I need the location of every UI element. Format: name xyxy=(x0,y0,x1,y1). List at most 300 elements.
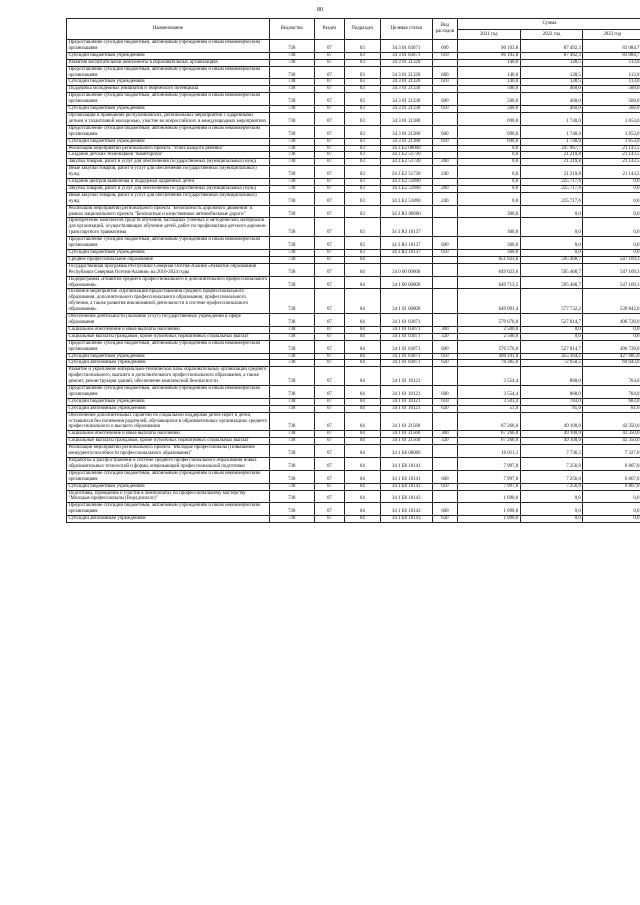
row-subsection: 04 xyxy=(345,326,381,333)
header-ministry: Ведомство xyxy=(269,19,314,40)
budget-table xyxy=(66,18,640,523)
row-sum-2022: 0,0 xyxy=(520,516,583,523)
row-sum-2022: 87 492,3 xyxy=(520,40,583,53)
row-target-article: 34 1 01 10121 xyxy=(380,367,432,386)
row-name: Реализация мероприятий регионального проекта "Безопасность дорожного движения" в рамках национального проекта "Безопасные и качественные автомобильные дороги" xyxy=(67,205,270,218)
row-sum-2021: 67 266,0 xyxy=(457,438,520,445)
row-section: 07 xyxy=(314,179,344,186)
row-target-article: 34 3 E2 51890 xyxy=(380,192,432,205)
row-ministry: 738 xyxy=(269,218,314,237)
row-section: 07 xyxy=(314,445,344,458)
row-name: Создание центров выявления и поддержки одаренных детей xyxy=(67,179,270,186)
row-subsection: 03 xyxy=(345,112,381,125)
row-subsection: 04 xyxy=(345,438,381,445)
table-row xyxy=(67,86,640,93)
row-sum-2023: 69 043,0 xyxy=(583,360,640,367)
table-row xyxy=(67,438,640,445)
row-sum-2022: 128,5 xyxy=(520,79,583,86)
row-target-article: 34 3 E2 51730 xyxy=(380,159,432,166)
table-row xyxy=(67,516,640,523)
row-name: Развитие воспитательной компоненты в образовательных организациях xyxy=(67,59,270,66)
row-target-article: 34 1 01 03071 xyxy=(380,333,432,340)
row-subsection: 03 xyxy=(345,250,381,257)
row-sum-2022: 128,5 xyxy=(520,66,583,79)
header-sum: Сумма xyxy=(457,19,640,30)
row-ministry: 738 xyxy=(269,145,314,152)
row-subsection: 04 xyxy=(345,483,381,490)
row-sum-2022: 225 717,6 xyxy=(520,179,583,186)
row-target-article: 34 3 01 21330 xyxy=(380,86,432,93)
row-expense-type: 240 xyxy=(432,166,457,179)
row-target-article: 34 1 01 03071 xyxy=(380,353,432,360)
row-subsection: 03 xyxy=(345,66,381,79)
row-ministry: 738 xyxy=(269,431,314,438)
table-row xyxy=(67,314,640,327)
row-section: 07 xyxy=(314,470,344,483)
row-section: 07 xyxy=(314,367,344,386)
row-target-article: 34 1 00 00000 xyxy=(380,276,432,289)
row-section: 07 xyxy=(314,438,344,445)
row-name: Государственная программа Республики Северная Осетия-Алания «Развитие образования Республики Северная Осетия-Алания» на 2016-2024 годы xyxy=(67,263,270,276)
row-target-article: 34 1 01 21560 xyxy=(380,431,432,438)
row-subsection: 04 xyxy=(345,340,381,353)
row-name: Подготовка, проведение и участие в чемпионатах по профессиональному мастерству "Молодые профессионалы (Ворлдскиллс)" xyxy=(67,490,270,503)
row-name: Субсидии бюджетным учреждениям xyxy=(67,79,270,86)
row-section: 07 xyxy=(314,412,344,431)
row-sum-2023: 83 084,7 xyxy=(583,52,640,59)
row-subsection: 03 xyxy=(345,52,381,59)
row-sum-2023: 0,0 xyxy=(583,326,640,333)
row-ministry: 738 xyxy=(269,326,314,333)
row-target-article: 34 1 01 03071 xyxy=(380,340,432,353)
row-sum-2022: 247 067,7 xyxy=(520,145,583,152)
row-ministry: 738 xyxy=(269,340,314,353)
row-expense-type: 610 xyxy=(432,483,457,490)
row-sum-2021: 690,0 xyxy=(457,125,520,138)
row-target-article: 34 0 00 00000 xyxy=(380,263,432,276)
row-ministry: 738 xyxy=(269,412,314,431)
row-sum-2023: 427 685,0 xyxy=(583,353,640,360)
row-sum-2022: 868,0 xyxy=(520,367,583,386)
table-row xyxy=(67,333,640,340)
row-sum-2022: 1 740,0 xyxy=(520,112,583,125)
table-row xyxy=(67,360,640,367)
table-row xyxy=(67,93,640,106)
table-row xyxy=(67,470,640,483)
table-row xyxy=(67,185,640,192)
row-sum-2023: 0,0 xyxy=(583,503,640,516)
row-section: 07 xyxy=(314,93,344,106)
row-subsection: 04 xyxy=(345,360,381,367)
row-target-article: 34 3 01 21320 xyxy=(380,66,432,79)
row-sum-2021: 651 023,6 xyxy=(457,256,520,263)
row-target-article: 34 1 01 21560 xyxy=(380,412,432,431)
row-expense-type: 320 xyxy=(432,333,457,340)
row-sum-2023: 0,0 xyxy=(583,237,640,250)
row-sum-2021: 0,0 xyxy=(457,159,520,166)
row-sum-2021: 649 023,6 xyxy=(457,263,520,276)
row-target-article: 34 3 E2 51890 xyxy=(380,179,432,186)
row-sum-2021: 3 554,4 xyxy=(457,367,520,386)
row-name: Предоставление субсидий бюджетным, автономным учреждениям и иным некоммерческим организациям xyxy=(67,237,270,250)
row-subsection: 03 xyxy=(345,218,381,237)
row-target-article: 34 3 R3 10137 xyxy=(380,250,432,257)
header-name: Наименование xyxy=(67,19,270,40)
row-sum-2023: 6 867,0 xyxy=(583,458,640,471)
row-section: 07 xyxy=(314,333,344,340)
row-expense-type: 320 xyxy=(432,438,457,445)
row-sum-2021: 67 266,0 xyxy=(457,431,520,438)
row-sum-2021: 3 503,4 xyxy=(457,398,520,405)
row-target-article: 34 1 E6 10143 xyxy=(380,490,432,503)
row-expense-type: 600 xyxy=(432,93,457,106)
row-name: Поддержка молодежных инициатив и творческого потенциала xyxy=(67,86,270,93)
row-sum-2022: 72 650,5 xyxy=(520,360,583,367)
row-subsection: 03 xyxy=(345,40,381,53)
row-expense-type xyxy=(432,179,457,186)
row-ministry: 738 xyxy=(269,470,314,483)
table-row xyxy=(67,483,640,490)
row-subsection: 04 xyxy=(345,367,381,386)
row-expense-type xyxy=(432,412,457,431)
row-sum-2022: 868,0 xyxy=(520,386,583,399)
row-section: 07 xyxy=(314,490,344,503)
row-section: 07 xyxy=(314,40,344,53)
row-sum-2023: 0,0 xyxy=(583,333,640,340)
row-sum-2023: 568,0 xyxy=(583,106,640,113)
row-target-article: 34 3 01 21380 xyxy=(380,112,432,125)
row-expense-type xyxy=(432,458,457,471)
table-row xyxy=(67,152,640,159)
row-sum-2023: 764,0 xyxy=(583,386,640,399)
row-section: 07 xyxy=(314,138,344,145)
row-sum-2022: 783,0 xyxy=(520,398,583,405)
row-subsection: 03 xyxy=(345,59,381,66)
row-subsection: 03 xyxy=(345,93,381,106)
row-section: 07 xyxy=(314,185,344,192)
row-name: Субсидии автономным учреждениям xyxy=(67,516,270,523)
row-sum-2023: 0,0 xyxy=(583,250,640,257)
row-subsection: 03 xyxy=(345,86,381,93)
row-name: Субсидии бюджетным учреждениям xyxy=(67,106,270,113)
row-section: 07 xyxy=(314,218,344,237)
row-ministry: 738 xyxy=(269,516,314,523)
row-sum-2022: 1 740,0 xyxy=(520,125,583,138)
row-ministry: 738 xyxy=(269,66,314,79)
row-sum-2022: 0,0 xyxy=(520,250,583,257)
table-row xyxy=(67,145,640,152)
row-sum-2023: 496 728,0 xyxy=(583,314,640,327)
row-expense-type xyxy=(432,59,457,66)
row-ministry: 738 xyxy=(269,483,314,490)
row-section: 07 xyxy=(314,192,344,205)
table-row xyxy=(67,431,640,438)
row-expense-type: 200 xyxy=(432,185,457,192)
row-ministry: 738 xyxy=(269,503,314,516)
row-name: Социальные выплаты гражданам, кроме публичных нормативных социальных выплат xyxy=(67,438,270,445)
row-sum-2021: 300,0 xyxy=(457,218,520,237)
row-expense-type xyxy=(432,445,457,458)
row-target-article xyxy=(380,256,432,263)
row-ministry: 738 xyxy=(269,289,314,314)
row-sum-2021: 0,0 xyxy=(457,185,520,192)
row-name: Подпрограмма «Развитие среднего профессионального и дополнительного профессионального образования» xyxy=(67,276,270,289)
row-expense-type: 600 xyxy=(432,340,457,353)
row-ministry: 738 xyxy=(269,360,314,367)
row-name: Предоставление субсидий бюджетным, автономным учреждениям и иным некоммерческим организациям xyxy=(67,66,270,79)
row-sum-2022: 577 732,2 xyxy=(520,289,583,314)
row-sum-2022: 49 100,0 xyxy=(520,412,583,431)
row-sum-2022: 455 164,2 xyxy=(520,353,583,360)
row-ministry: 738 xyxy=(269,263,314,276)
row-target-article: 34 1 01 03071 xyxy=(380,314,432,327)
table-row xyxy=(67,250,640,257)
row-expense-type xyxy=(432,218,457,237)
row-expense-type xyxy=(432,256,457,263)
row-ministry: 738 xyxy=(269,276,314,289)
row-subsection: 04 xyxy=(345,386,381,399)
page-number: 80 xyxy=(317,7,323,13)
table-row xyxy=(67,66,640,79)
row-section: 07 xyxy=(314,166,344,179)
row-ministry: 738 xyxy=(269,185,314,192)
row-sum-2023: 547 169,3 xyxy=(583,276,640,289)
row-name: Субсидии автономным учреждениям xyxy=(67,360,270,367)
row-section: 07 xyxy=(314,353,344,360)
row-sum-2022: 460,0 xyxy=(520,86,583,93)
row-name: Субсидии бюджетным учреждениям xyxy=(67,138,270,145)
row-ministry: 738 xyxy=(269,166,314,179)
table-row xyxy=(67,40,640,53)
row-sum-2021: 0,0 xyxy=(457,166,520,179)
header-target-article: Целевая статья xyxy=(380,19,432,40)
row-expense-type: 240 xyxy=(432,192,457,205)
row-sum-2021: 96 103,8 xyxy=(457,40,520,53)
row-sum-2021: 0,0 xyxy=(457,179,520,186)
row-sum-2021: 0,0 xyxy=(457,152,520,159)
row-expense-type: 610 xyxy=(432,398,457,405)
row-name: Закупка товаров, работ и услуг для обеспечения государственных (муниципальных) нужд xyxy=(67,185,270,192)
row-expense-type xyxy=(432,263,457,276)
row-target-article: 34 3 01 21320 xyxy=(380,59,432,66)
header-year-2021: 2021 год xyxy=(457,30,520,40)
row-subsection: 03 xyxy=(345,145,381,152)
row-expense-type: 600 xyxy=(432,386,457,399)
row-name: Субсидии бюджетным учреждениям xyxy=(67,353,270,360)
row-section: 07 xyxy=(314,263,344,276)
row-name: Субсидии бюджетным учреждениям xyxy=(67,398,270,405)
row-expense-type: 610 xyxy=(432,138,457,145)
row-sum-2021: 2 500,0 xyxy=(457,326,520,333)
row-ministry: 738 xyxy=(269,112,314,125)
row-ministry: 738 xyxy=(269,93,314,106)
row-expense-type xyxy=(432,152,457,159)
row-subsection: 04 xyxy=(345,458,381,471)
row-section: 07 xyxy=(314,340,344,353)
row-target-article: 34 1 E6 10141 xyxy=(380,470,432,483)
row-ministry: 738 xyxy=(269,86,314,93)
row-expense-type xyxy=(432,205,457,218)
row-name: Организация и проведение республиканских, региональных мероприятий с одаренными детьми и талантливой молодежью, участие во всероссийских и международных мероприятиях xyxy=(67,112,270,125)
row-subsection: 04 xyxy=(345,276,381,289)
row-ministry: 738 xyxy=(269,386,314,399)
table-row xyxy=(67,276,640,289)
table-row xyxy=(67,412,640,431)
table-row xyxy=(67,458,640,471)
row-sum-2022: 225 717,6 xyxy=(520,185,583,192)
row-subsection: 03 xyxy=(345,185,381,192)
header-subsection: Подраздел xyxy=(345,19,381,40)
row-name: Предоставление субсидий бюджетным, автономным учреждениям и иным некоммерческим организациям xyxy=(67,470,270,483)
row-section: 07 xyxy=(314,152,344,159)
row-target-article: 34 1 01 10121 xyxy=(380,398,432,405)
row-target-article: 34 3 01 21330 xyxy=(380,106,432,113)
table-row xyxy=(67,340,640,353)
row-section: 07 xyxy=(314,66,344,79)
row-sum-2022: 0,0 xyxy=(520,503,583,516)
row-section: 07 xyxy=(314,237,344,250)
row-name: Основное мероприятие «Организация предоставления среднего профессионального образования, дополнительного профессионального образования, профессионального обучения, а также развития инклюзивной деятельности в системе профессионального образования» xyxy=(67,289,270,314)
row-sum-2021: 7 997,0 xyxy=(457,458,520,471)
row-subsection: 04 xyxy=(345,289,381,314)
table-row xyxy=(67,112,640,125)
row-sum-2021: 67 266,0 xyxy=(457,412,520,431)
row-sum-2022: 0,0 xyxy=(520,490,583,503)
row-section: 07 xyxy=(314,52,344,59)
row-subsection: 03 xyxy=(345,166,381,179)
row-sum-2023: 0,0 xyxy=(583,490,640,503)
row-expense-type: 610 xyxy=(432,250,457,257)
header-year-2022: 2022 год xyxy=(520,30,583,40)
row-ministry: 738 xyxy=(269,314,314,327)
table-row xyxy=(67,263,640,276)
row-ministry: 738 xyxy=(269,438,314,445)
table-row xyxy=(67,159,640,166)
header-expense-type: Вид расходов xyxy=(432,19,457,40)
row-section: 07 xyxy=(314,250,344,257)
row-subsection: 04 xyxy=(345,263,381,276)
row-name: Субсидии бюджетным учреждениям xyxy=(67,483,270,490)
row-expense-type: 300 xyxy=(432,326,457,333)
row-sum-2022: 595 468,7 xyxy=(520,276,583,289)
row-ministry: 738 xyxy=(269,192,314,205)
table-body xyxy=(67,40,640,523)
row-name: Предоставление субсидий бюджетным, автономным учреждениям и иным некоммерческим организациям xyxy=(67,40,270,53)
row-sum-2021: 1 090,0 xyxy=(457,490,520,503)
row-sum-2021: 140,0 xyxy=(457,66,520,79)
row-target-article: 34 1 01 10121 xyxy=(380,386,432,399)
row-ministry: 738 xyxy=(269,490,314,503)
row-ministry: 738 xyxy=(269,159,314,166)
row-sum-2021: 96 103,8 xyxy=(457,52,520,59)
row-sum-2023: 0,0 xyxy=(583,185,640,192)
row-target-article: 34 3 R3 10137 xyxy=(380,237,432,250)
row-sum-2021: 576 576,0 xyxy=(457,340,520,353)
row-expense-type: 610 xyxy=(432,353,457,360)
row-subsection: 04 xyxy=(345,412,381,431)
row-ministry: 738 xyxy=(269,125,314,138)
row-name: Закупка товаров, работ и услуг для обеспечения государственных (муниципальных) нужд xyxy=(67,159,270,166)
row-ministry: 738 xyxy=(269,367,314,386)
row-sum-2021: 10 011,1 xyxy=(457,445,520,458)
row-sum-2021: 0,0 xyxy=(457,192,520,205)
row-ministry: 738 xyxy=(269,250,314,257)
row-sum-2022: 527 814,7 xyxy=(520,340,583,353)
table-row xyxy=(67,106,640,113)
row-name: Обеспечение дополнительных гарантий по социальной поддержке детей-сирот и детей, оставшихся без попечения родителей, обучающихся в образовательных организациях среднего профессионального и высшего образования xyxy=(67,412,270,431)
row-sum-2022: 85,0 xyxy=(520,405,583,412)
row-sum-2021: 1 090,0 xyxy=(457,503,520,516)
row-name: Субсидии бюджетным учреждениям xyxy=(67,52,270,59)
row-ministry: 738 xyxy=(269,52,314,59)
row-sum-2021: 649 713,5 xyxy=(457,276,520,289)
row-expense-type: 600 xyxy=(432,125,457,138)
table-row xyxy=(67,125,640,138)
row-expense-type xyxy=(432,276,457,289)
row-subsection: 03 xyxy=(345,152,381,159)
row-sum-2023: 496 728,0 xyxy=(583,340,640,353)
row-target-article: 34 3 E2 51730 xyxy=(380,152,432,159)
header-section: Раздел xyxy=(314,19,344,40)
row-ministry: 738 xyxy=(269,152,314,159)
row-expense-type: 600 xyxy=(432,40,457,53)
table-row xyxy=(67,289,640,314)
row-target-article: 34 1 01 03071 xyxy=(380,326,432,333)
table-row xyxy=(67,205,640,218)
row-name: Создание детских технопарков "Кванториум" xyxy=(67,152,270,159)
row-name: Реализация мероприятий регионального проекта "Молодые профессионалы (Повышение конкурентоспособности профессионального образования)" xyxy=(67,445,270,458)
row-ministry: 738 xyxy=(269,353,314,360)
table-row xyxy=(67,52,640,59)
row-target-article: 34 3 01 21380 xyxy=(380,138,432,145)
row-subsection: 03 xyxy=(345,79,381,86)
table-row xyxy=(67,218,640,237)
row-sum-2022: 460,0 xyxy=(520,93,583,106)
row-sum-2021: 7 997,0 xyxy=(457,483,520,490)
row-sum-2023: 7 327,0 xyxy=(583,445,640,458)
row-expense-type: 620 xyxy=(432,516,457,523)
row-sum-2022: 7 256,0 xyxy=(520,483,583,490)
row-section: 07 xyxy=(314,79,344,86)
row-ministry: 738 xyxy=(269,179,314,186)
table-row xyxy=(67,398,640,405)
row-target-article: 34 3 01 21320 xyxy=(380,79,432,86)
row-sum-2023: 83 084,7 xyxy=(583,40,640,53)
table-row xyxy=(67,503,640,516)
row-subsection: 04 xyxy=(345,503,381,516)
row-sum-2023: 539 842,0 xyxy=(583,289,640,314)
row-target-article: 34 1 E6 10141 xyxy=(380,458,432,471)
row-sum-2023: 568,0 xyxy=(583,93,640,106)
row-section: 07 xyxy=(314,483,344,490)
row-expense-type xyxy=(432,112,457,125)
row-sum-2021: 51,0 xyxy=(457,405,520,412)
row-target-article: 34 3 E2 51730 xyxy=(380,166,432,179)
row-sum-2023: 113,0 xyxy=(583,66,640,79)
row-sum-2022: 225 717,6 xyxy=(520,192,583,205)
row-expense-type xyxy=(432,490,457,503)
row-sum-2023: 21 143,5 xyxy=(583,159,640,166)
row-sum-2022: 128,5 xyxy=(520,59,583,66)
row-name: Социальное обеспечение и иные выплаты населению xyxy=(67,326,270,333)
row-sum-2022: 527 814,7 xyxy=(520,314,583,327)
row-target-article: 34 3 E2 51890 xyxy=(380,185,432,192)
row-sum-2021: 0,0 xyxy=(457,145,520,152)
row-subsection: 04 xyxy=(345,398,381,405)
row-section: 07 xyxy=(314,112,344,125)
table-row xyxy=(67,237,640,250)
table-row xyxy=(67,59,640,66)
